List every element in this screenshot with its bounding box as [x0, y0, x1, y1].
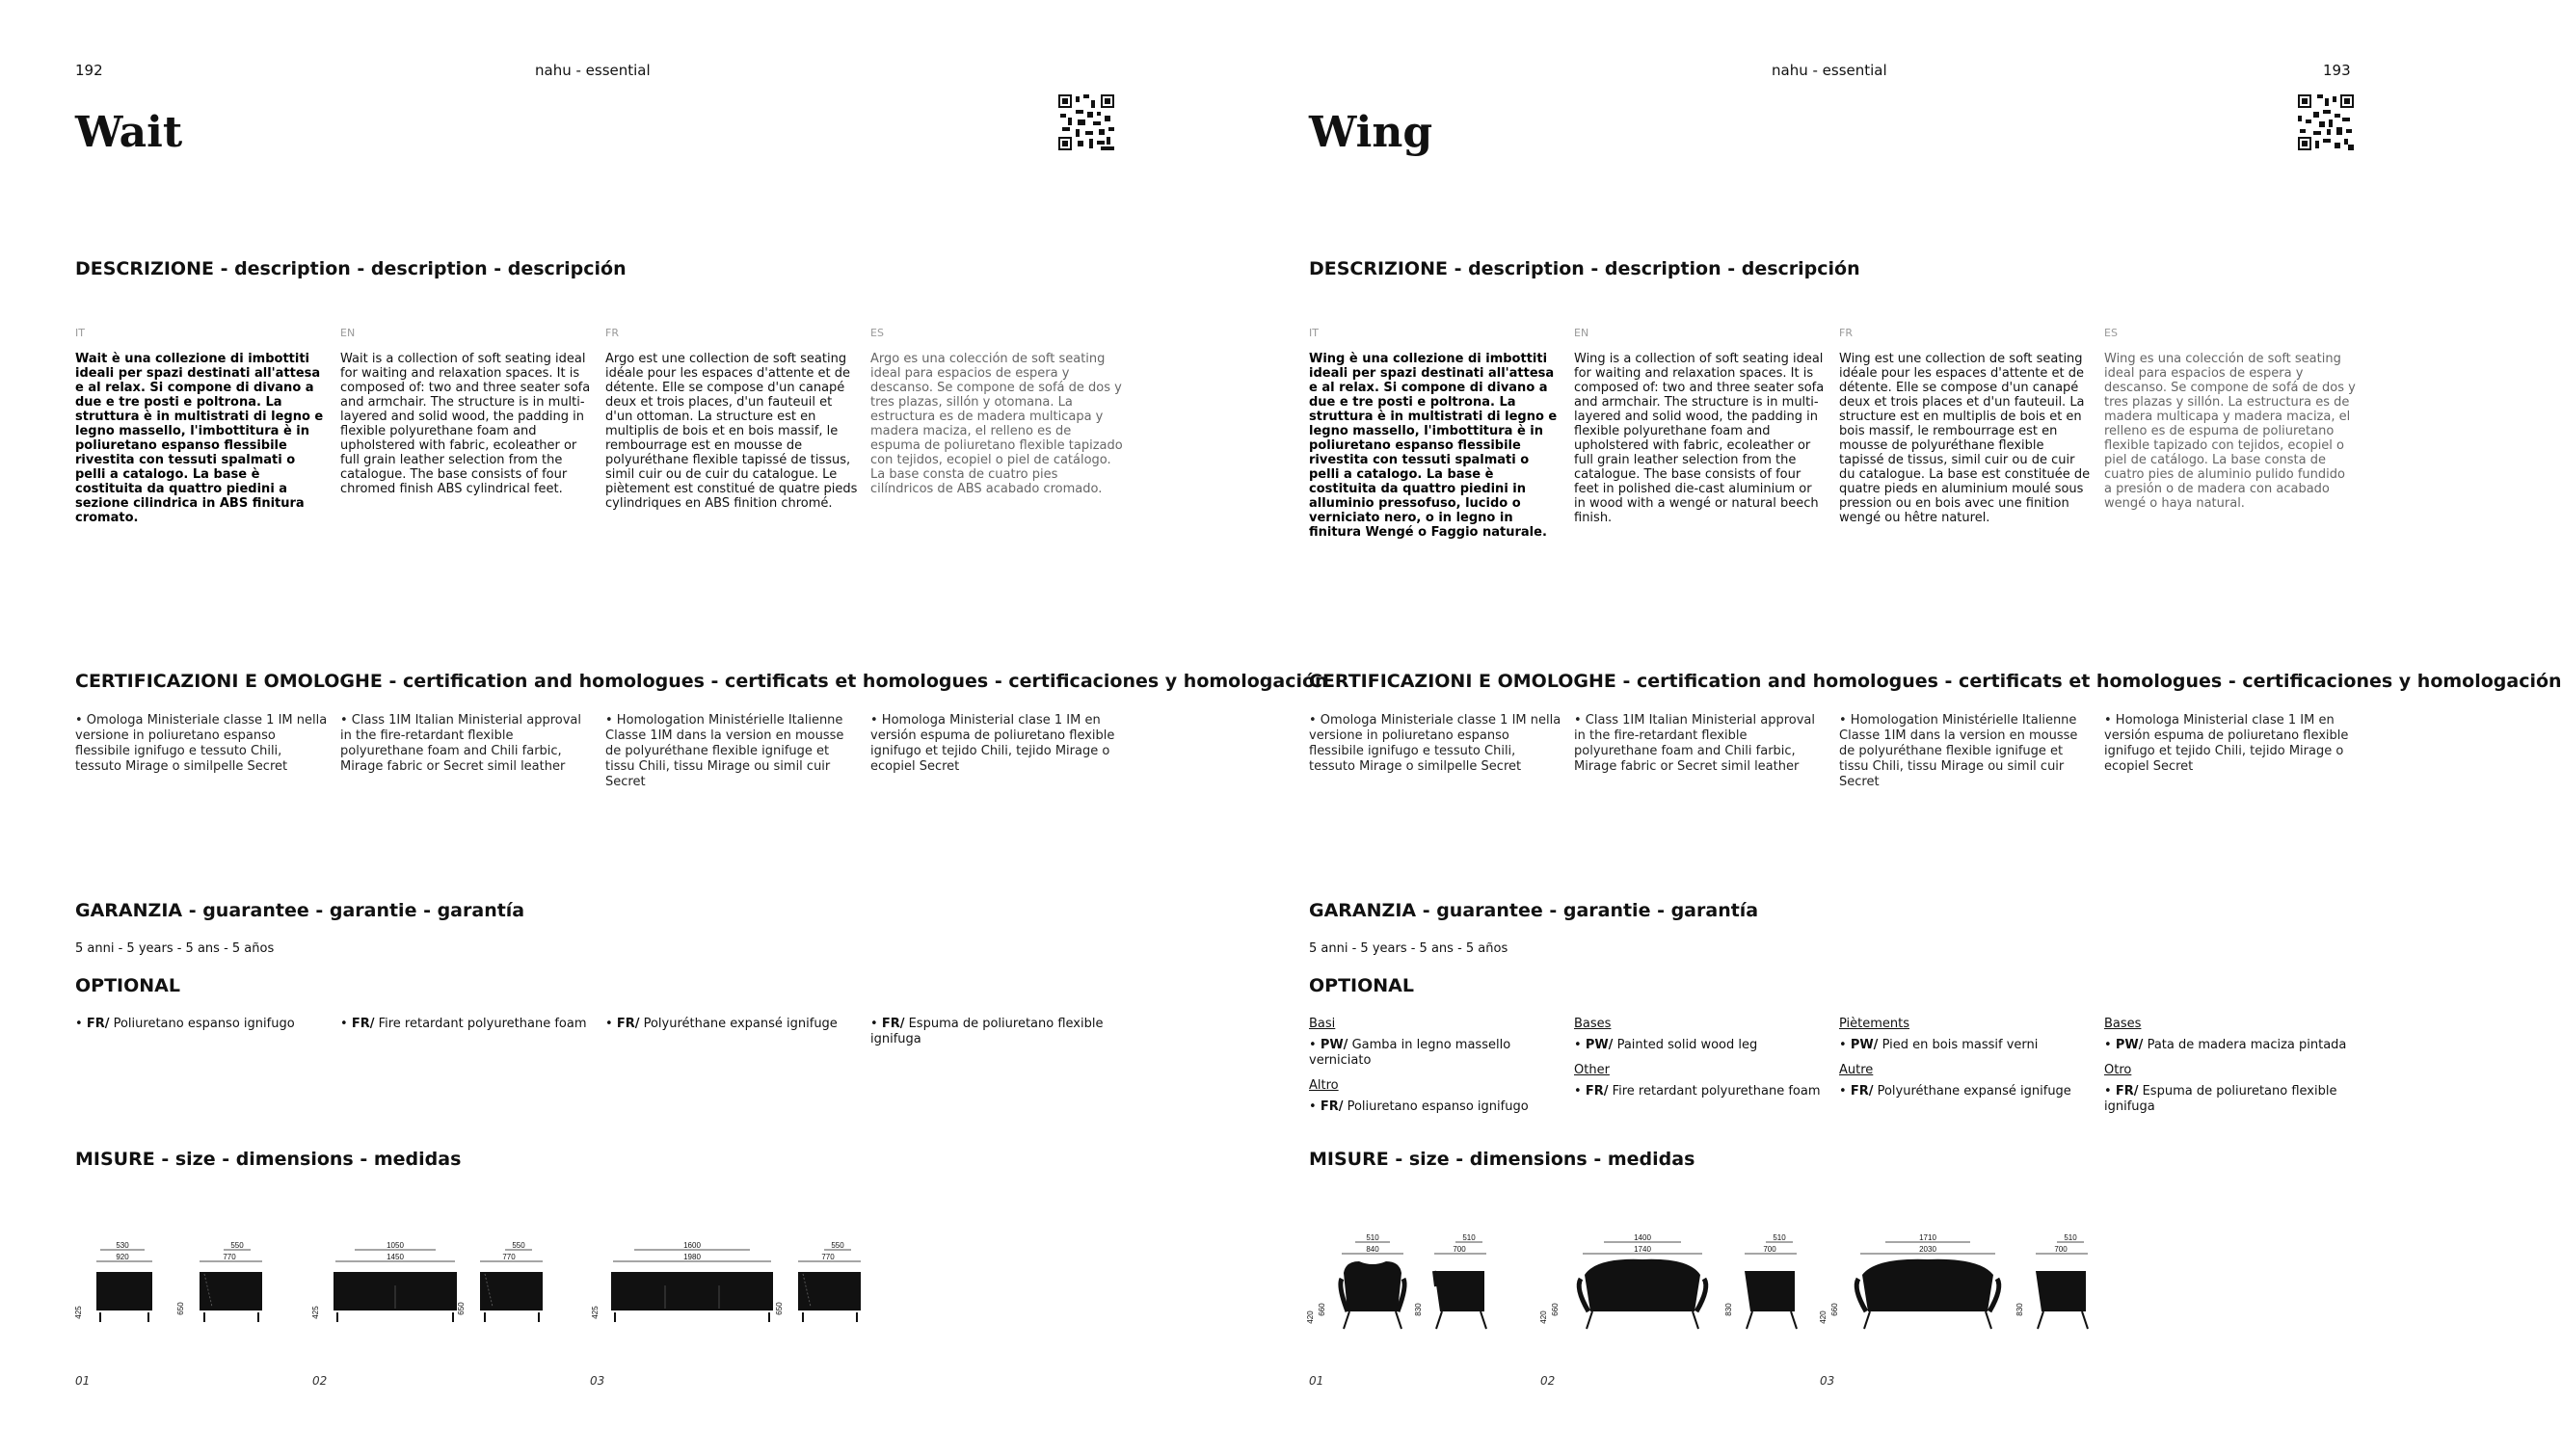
dim-arm-height: 830 [1414, 1303, 1423, 1316]
dim-arm-height: 830 [1724, 1303, 1733, 1316]
dim-seat-height: 425 [591, 1306, 600, 1319]
option-item: • PW/ Gamba in legno massello verniciato [1309, 1038, 1511, 1068]
option-item: • FR/ Poliuretano espanso ignifugo [1309, 1099, 1529, 1114]
description-text: Argo es una colección de soft seating ideal para espacios de espera y descanso. Se compone de sofá de dos y tres plazas, sillón y otomana. La estructura es de madera multicapa y madera maciza, el relleno es de espuma de poliuretano flexible tapizado con tejidos, ecopiel o piel de catálogo. La base consta de cuatro pies cilíndricos de ABS acabado cromado. [870, 352, 1123, 496]
description-text: Argo est une collection de soft seating idéale pour les espaces d'attente et de détente. Elle se compose d'un canapé deux et trois places, d'un fauteuil et d'un ottoman. La structure est en multiplis de bois et en bois massif, le rembourrage est en mousse de polyuréthane flexible tapissé de tissus, simil cuir ou de cuir du catalogue. Le piètement est constitué de quatre pieds cylindriques en ABS finition chromé. [605, 352, 858, 511]
dim-side-a: 510 [1462, 1233, 1476, 1242]
qr-code-icon[interactable] [1058, 94, 1114, 150]
option-item: • FR/ Fire retardant polyurethane foam [1574, 1084, 1821, 1099]
option-text: Polyuréthane expansé ignifuge [643, 1017, 838, 1031]
dim-side-a: 510 [2064, 1233, 2077, 1242]
certification-it: • Omologa Ministeriale classe 1 IM nella versione in poliuretano espanso flessibile ignifugo e tessuto Chili, tessuto Mirage o similpelle Secret [1309, 713, 1561, 774]
option-item: • FR/ Polyuréthane expansé ignifuge [1839, 1084, 2071, 1099]
option-code: FR/ [351, 1017, 375, 1031]
page-right [1205, 0, 2562, 1456]
dim-depth-top: 1710 [1919, 1233, 1936, 1242]
optional-heading: OPTIONAL [1309, 975, 1414, 996]
option-item: • FR/ Espuma de poliuretano flexible ignifuga [2104, 1084, 2337, 1114]
dim-side-a: 550 [831, 1241, 844, 1250]
optional-en: • FR/ Fire retardant polyurethane foam [340, 1017, 587, 1031]
optional-es [2104, 1017, 2357, 1125]
certification-es: • Homologa Ministerial clase 1 IM en versión espuma de poliuretano flexible ignifugo et tejido Chili, tejido Mirage o ecopiel Secret [870, 713, 1115, 774]
dim-side-a: 510 [1773, 1233, 1786, 1242]
dim-width: 840 [1366, 1245, 1379, 1254]
option-code: FR/ [881, 1017, 905, 1031]
drawing-index: 02 [1540, 1374, 1556, 1388]
certification-fr: • Homologation Ministérielle Italienne Classe 1IM dans la version en mousse de polyuréthane flexible ignifuge et tissu Chili, tissu Mirage ou simil cuir Secret [605, 713, 844, 789]
drawing-index: 03 [1820, 1374, 1835, 1388]
description-text: Wait è una collezione di imbottiti ideali per spazi destinati all'attesa e al relax. Si compone di divano a due e tre posti e poltrona. La struttura è in multistrati di legno e legno massello, l'imbottitura è in poliuretano espanso flessibile rivestita con tessuti spalmati o pelli a catalogo. La base è costituita da quattro piedini a sezione cilindrica in ABS finitura cromato. [75, 352, 324, 525]
option-item: • PW/ Painted solid wood leg [1574, 1038, 1758, 1052]
three-seater-dimension-drawing [586, 1235, 866, 1339]
dim-total-height: 660 [1318, 1303, 1326, 1316]
option-code: PW/ [1850, 1038, 1879, 1052]
option-text: Fire retardant polyurethane foam [1612, 1084, 1821, 1099]
two-seater-dimension-drawing [1538, 1229, 1808, 1342]
product-title: Wing [1309, 108, 1433, 157]
option-code: FR/ [1585, 1084, 1609, 1099]
option-category: Other [1574, 1063, 1610, 1077]
dim-seat-height: 420 [1539, 1310, 1548, 1324]
dim-width: 2030 [1919, 1245, 1936, 1254]
description-text: Wing is a collection of soft seating ideal for waiting and relaxation spaces. It is composed of: two and three seater sofa and armchair. The structure is in multi-layered and solid wood, the padding in flexible polyurethane foam and upholstered with fabric, ecoleather or full grain leather selection from the catalogue. The base consists of four feet in polished die-cast aluminium or in wood with a wengé or natural beech finish. [1574, 352, 1825, 525]
description-text: Wing es una colección de soft seating ideal para espacios de espera y descanso. Se compone de sofá de dos y tres plazas y sillón. La estructura es de madera multicapa y madera maciza, el relleno es de espuma de poliuretano flexible tapizado con tejidos, ecopiel o piel de catálogo. La base consta de cuatro pies de aluminio pulido fundido a presión o de madera con acabado wengé o haya natural. [2104, 352, 2356, 511]
brand-label: nahu - essential [1772, 62, 1887, 79]
option-code: PW/ [1585, 1038, 1614, 1052]
dim-depth-top: 530 [116, 1241, 129, 1250]
description-es [2104, 326, 2357, 511]
lang-label: IT [75, 327, 85, 339]
dim-side-b: 700 [2054, 1245, 2068, 1254]
lang-label: FR [605, 327, 619, 339]
dim-total-height: 660 [1551, 1303, 1560, 1316]
dim-total-height: 650 [775, 1302, 784, 1315]
description-heading: DESCRIZIONE - description - description - descripción [1309, 258, 1860, 279]
optional-fr [1839, 1017, 2092, 1109]
lang-label: EN [1574, 327, 1589, 339]
dim-width: 1740 [1634, 1245, 1651, 1254]
brand-label: nahu - essential [535, 62, 651, 79]
three-seater-dimension-drawing [1818, 1229, 2097, 1342]
dim-side-b: 770 [821, 1253, 835, 1261]
dim-seat-height: 425 [311, 1306, 320, 1319]
certification-en: • Class 1IM Italian Ministerial approval in the fire-retardant flexible polyurethane foam and Chili farbic, Mirage fabric or Secret simil leather [1574, 713, 1816, 774]
description-it [75, 326, 328, 525]
page-number: 192 [75, 62, 103, 79]
description-it [1309, 326, 1561, 540]
option-code: FR/ [1320, 1099, 1344, 1114]
drawing-index: 03 [590, 1374, 605, 1388]
option-item: • PW/ Pata de madera maciza pintada [2104, 1038, 2347, 1052]
option-text: Gamba in legno massello verniciato [1309, 1038, 1511, 1068]
description-text: Wing est une collection de soft seating idéale pour les espaces d'attente et de détente. Elle se compose d'un canapé deux et trois places et d'un fauteuil. La structure est en multiplis de bois et en bois massif, le rembourrage est en mousse de polyuréthane flexible tapissé de tissus, simil cuir ou de cuir du catalogue. La base est constituée de quatre pieds en aluminium moulé sous pression ou en bois avec une finition wengé ou hêtre naturel. [1839, 352, 2091, 525]
dim-depth-top: 1050 [387, 1241, 404, 1250]
dim-side-b: 700 [1763, 1245, 1776, 1254]
description-en [340, 326, 593, 496]
description-text: Wing è una collezione di imbottiti ideali per spazi destinati all'attesa e al relax. Si compone di divano a due e tre posti e poltrona. La struttura è in multistrati di legno e legno massello, l'imbottitura è in poliuretano espanso flessibile rivestita con tessuti spalmati o pelli a catalogo. La base è costituita da quattro piedini in alluminio pressofuso, lucido o verniciato nero, o in legno in finitura Wengé o Faggio naturale. [1309, 352, 1558, 540]
option-category: Bases [2104, 1017, 2142, 1031]
armchair-dimension-drawing [1305, 1229, 1498, 1342]
dim-depth-top: 1600 [683, 1241, 701, 1250]
option-category: Altro [1309, 1078, 1339, 1093]
dim-side-b: 770 [223, 1253, 236, 1261]
dim-seat-height: 420 [1819, 1310, 1828, 1324]
lang-label: FR [1839, 327, 1853, 339]
certification-heading: CERTIFICAZIONI E OMOLOGHE - certification and homologues - certificats et homologues - certificaciones y homologación [1309, 671, 2562, 692]
lang-label: IT [1309, 327, 1319, 339]
lang-label: ES [870, 327, 884, 339]
dim-total-height: 650 [457, 1302, 466, 1315]
lang-label: EN [340, 327, 356, 339]
option-text: Pied en bois massif verni [1881, 1038, 2039, 1052]
certification-heading: CERTIFICAZIONI E OMOLOGHE - certification and homologues - certificats et homologues - certificaciones y homologación [75, 671, 1328, 692]
description-text: Wait is a collection of soft seating ideal for waiting and relaxation spaces. It is composed of: two and three seater sofa and armchair. The structure is in multi-layered and solid wood, the padding in flexible polyurethane foam and upholstered with fabric, ecoleather or full grain leather selection from the catalogue. The base consists of four chromed finish ABS cylindrical feet. [340, 352, 591, 496]
optional-it: • FR/ Poliuretano espanso ignifugo [75, 1017, 295, 1031]
optional-es: • FR/ Espuma de poliuretano flexible ignifuga [870, 1017, 1104, 1046]
option-text: Poliuretano espanso ignifugo [113, 1017, 295, 1031]
option-code: FR/ [1850, 1084, 1874, 1099]
lang-label: ES [2104, 327, 2118, 339]
page-number: 193 [2323, 62, 2351, 79]
warranty-text: 5 anni - 5 years - 5 ans - 5 años [1309, 941, 1508, 956]
option-category: Bases [1574, 1017, 1612, 1031]
description-fr [605, 326, 858, 511]
optional-it [1309, 1017, 1561, 1125]
option-category: Autre [1839, 1063, 1874, 1077]
size-heading: MISURE - size - dimensions - medidas [75, 1149, 462, 1170]
dim-width: 1450 [387, 1253, 404, 1261]
option-code: FR/ [86, 1017, 110, 1031]
optional-en [1574, 1017, 1827, 1109]
drawing-index: 01 [1309, 1374, 1324, 1388]
option-code: FR/ [2115, 1084, 2139, 1099]
dim-total-height: 650 [176, 1302, 185, 1315]
armchair-dimension-drawing [69, 1235, 272, 1339]
option-text: Painted solid wood leg [1616, 1038, 1758, 1052]
dim-width: 920 [116, 1253, 129, 1261]
dim-width: 1980 [683, 1253, 701, 1261]
dim-seat-height: 425 [74, 1306, 83, 1319]
certification-es: • Homologa Ministerial clase 1 IM en versión espuma de poliuretano flexible ignifugo et tejido Chili, tejido Mirage o ecopiel Secret [2104, 713, 2349, 774]
dim-side-b: 770 [502, 1253, 516, 1261]
warranty-heading: GARANZIA - guarantee - garantie - garantía [1309, 900, 1759, 921]
drawing-index: 02 [312, 1374, 328, 1388]
option-category: Otro [2104, 1063, 2132, 1077]
dim-side-a: 550 [512, 1241, 525, 1250]
drawing-index: 01 [75, 1374, 91, 1388]
option-text: Polyuréthane expansé ignifuge [1877, 1084, 2071, 1099]
description-es [870, 326, 1123, 496]
warranty-heading: GARANZIA - guarantee - garantie - garantía [75, 900, 525, 921]
warranty-text: 5 anni - 5 years - 5 ans - 5 años [75, 941, 275, 956]
option-text: Poliuretano espanso ignifugo [1347, 1099, 1529, 1114]
option-category: Piètements [1839, 1017, 1910, 1031]
option-code: PW/ [2115, 1038, 2144, 1052]
two-seater-dimension-drawing [307, 1235, 562, 1339]
option-text: Pata de madera maciza pintada [2147, 1038, 2347, 1052]
option-category: Basi [1309, 1017, 1336, 1031]
certification-en: • Class 1IM Italian Ministerial approval in the fire-retardant flexible polyurethane foam and Chili farbic, Mirage fabric or Secret simil leather [340, 713, 582, 774]
dim-seat-height: 420 [1306, 1310, 1315, 1324]
description-en [1574, 326, 1827, 525]
dim-side-b: 700 [1453, 1245, 1466, 1254]
option-text: Espuma de poliuretano flexible ignifuga [870, 1017, 1104, 1046]
size-heading: MISURE - size - dimensions - medidas [1309, 1149, 1695, 1170]
dim-side-a: 550 [230, 1241, 244, 1250]
dim-depth-top: 510 [1366, 1233, 1379, 1242]
option-text: Fire retardant polyurethane foam [378, 1017, 587, 1031]
dim-total-height: 660 [1830, 1303, 1839, 1316]
description-heading: DESCRIZIONE - description - description - descripción [75, 258, 627, 279]
dim-depth-top: 1400 [1634, 1233, 1651, 1242]
option-item: • PW/ Pied en bois massif verni [1839, 1038, 2039, 1052]
qr-code-icon[interactable] [2298, 94, 2354, 150]
certification-it: • Omologa Ministeriale classe 1 IM nella versione in poliuretano espanso flessibile ignifugo e tessuto Chili, tessuto Mirage o similpelle Secret [75, 713, 328, 774]
optional-heading: OPTIONAL [75, 975, 180, 996]
certification-fr: • Homologation Ministérielle Italienne Classe 1IM dans la version en mousse de polyuréthane flexible ignifuge et tissu Chili, tissu Mirage ou simil cuir Secret [1839, 713, 2078, 789]
option-code: FR/ [616, 1017, 640, 1031]
description-fr [1839, 326, 2092, 525]
product-title: Wait [75, 108, 183, 157]
optional-fr: • FR/ Polyuréthane expansé ignifuge [605, 1017, 838, 1031]
option-text: Espuma de poliuretano flexible ignifuga [2104, 1084, 2337, 1114]
option-code: PW/ [1320, 1038, 1348, 1052]
dim-arm-height: 830 [2015, 1303, 2024, 1316]
